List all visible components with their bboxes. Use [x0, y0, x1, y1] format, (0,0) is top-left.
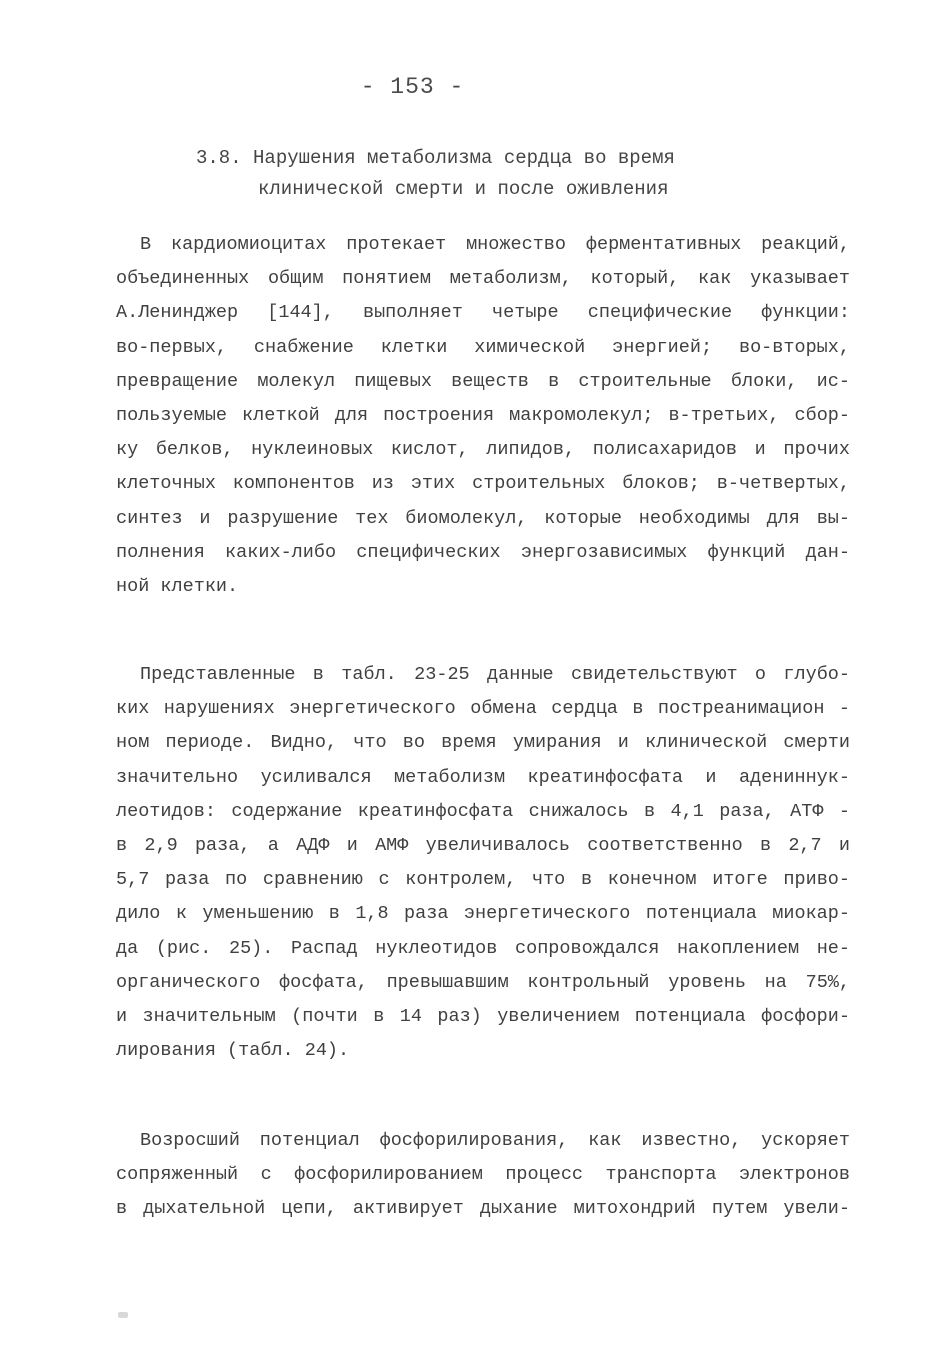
- text-line: во-первых, снабжение клетки химической энергией; во-вторых,: [116, 336, 850, 358]
- text-line: ку белков, нуклеиновых кислот, липидов, полисахаридов и прочих: [116, 439, 850, 461]
- text-line: в 2,9 раза, а АДФ и АМФ увеличивалось соответственно в 2,7 и: [116, 835, 850, 857]
- text-line: А.Ленинджер [144], выполняет четыре специфические функции:: [116, 302, 850, 324]
- text-line: ном периоде. Видно, что во время умирания и клинической смерти: [116, 732, 850, 754]
- text-line: 5,7 раза по сравнению с контролем, что в конечном итоге приво-: [116, 869, 850, 891]
- text-line: превращение молекул пищевых веществ в строительные блоки, ис-: [116, 370, 850, 392]
- text-line: синтез и разрушение тех биомолекул, которые необходимы для вы-: [116, 507, 850, 529]
- text-line: ной клетки.: [116, 576, 239, 598]
- paragraph: [116, 658, 850, 1068]
- text-line: пользуемые клеткой для построения макромолекул; в-третьих, сбор-: [116, 405, 850, 427]
- text-line: значительно усиливался метаболизм креатинфосфата и адениннук-: [116, 766, 850, 788]
- section-heading: [196, 143, 756, 205]
- paragraph: [116, 1124, 850, 1227]
- section-heading-line: 3.8. Нарушения метаболизма сердца во время: [196, 147, 675, 169]
- paragraph: [116, 228, 850, 604]
- text-line: леотидов: содержание креатинфосфата снижалось в 4,1 раза, АТФ -: [116, 800, 850, 822]
- text-line: объединенных общим понятием метаболизм, который, как указывает: [116, 268, 850, 290]
- text-line: дило к уменьшению в 1,8 раза энергетического потенциала миокар-: [116, 903, 850, 925]
- page-number: - 153 -: [360, 74, 465, 100]
- scan-artifact-mark: [118, 1312, 128, 1318]
- text-line: В кардиомиоцитах протекает множество ферментативных реакций,: [140, 234, 850, 255]
- text-line: Представленные в табл. 23-25 данные свидетельствуют о глубо-: [140, 664, 850, 685]
- text-line: Возросший потенциал фосфорилирования, как известно, ускоряет: [140, 1130, 850, 1151]
- text-line: да (рис. 25). Распад нуклеотидов сопровождался накоплением не-: [116, 937, 850, 959]
- text-line: лирования (табл. 24).: [116, 1040, 350, 1062]
- section-heading-line: клинической смерти и после оживления: [258, 178, 669, 200]
- text-line: ких нарушениях энергетического обмена сердца в постреанимацион -: [116, 698, 850, 720]
- text-line: и значительным (почти в 14 раз) увеличением потенциала фосфори-: [116, 1006, 850, 1028]
- text-line: полнения каких-либо специфических энергозависимых функций дан-: [116, 541, 850, 563]
- text-line: органического фосфата, превышавшим контрольный уровень на 75%,: [116, 971, 850, 993]
- text-line: клеточных компонентов из этих строительных блоков; в-четвертых,: [116, 473, 850, 495]
- text-line: сопряженный с фосфорилированием процесс транспорта электронов: [116, 1164, 850, 1186]
- text-line: в дыхательной цепи, активирует дыхание митохондрий путем увели-: [116, 1198, 850, 1220]
